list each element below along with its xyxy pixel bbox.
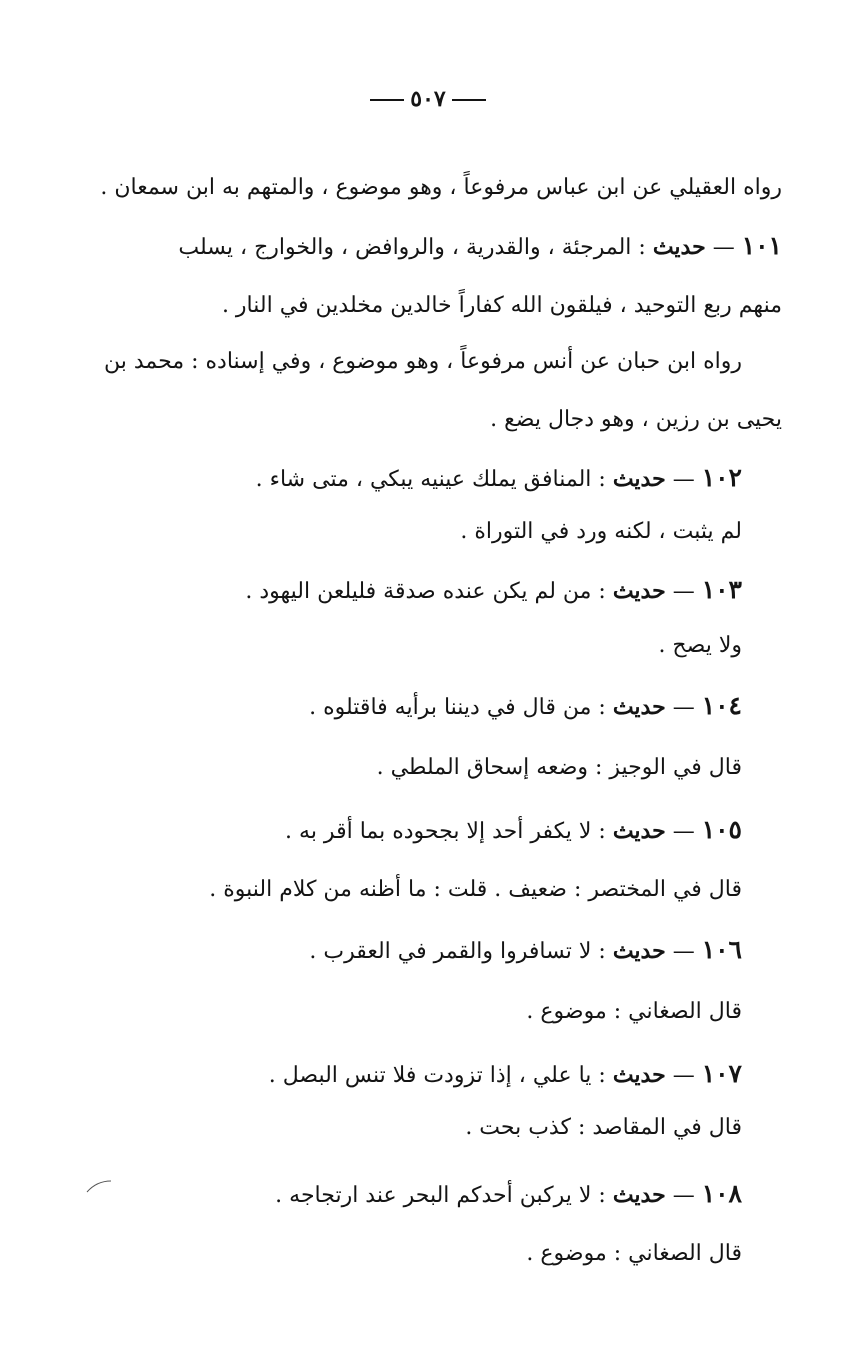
entry-commentary: ولا يصح . bbox=[658, 633, 742, 658]
page-number-dash bbox=[370, 99, 404, 101]
entry-keyword: حديث bbox=[612, 1062, 666, 1088]
entry-number: ١٠٤ bbox=[701, 691, 742, 720]
entry-number: ١٠١ bbox=[741, 231, 782, 260]
entry-text: لا تسافروا والقمر في العقرب . bbox=[309, 939, 592, 964]
entry-keyword: حديث bbox=[612, 578, 666, 604]
entry-text: يا علي ، إذا تزودت فلا تنس البصل . bbox=[268, 1063, 592, 1088]
page-number-dash bbox=[452, 99, 486, 101]
entry-heading: ١٠٥ — حديث : لا يكفر أحد إلا بجحوده بما أقر به . bbox=[285, 815, 742, 844]
entry-keyword: حديث bbox=[612, 938, 666, 964]
entry-number: ١٠٥ bbox=[701, 815, 742, 844]
entry-heading: ١٠٨ — حديث : لا يركبن أحدكم البحر عند ارتجاجه . bbox=[275, 1179, 742, 1208]
page-number bbox=[0, 86, 856, 112]
entry-heading: ١٠٦ — حديث : لا تسافروا والقمر في العقرب . bbox=[309, 935, 742, 964]
entry-number: ١٠٦ bbox=[701, 935, 742, 964]
entry-number: ١٠٨ bbox=[701, 1179, 742, 1208]
entry-commentary: قال في الوجيز : وضعه إسحاق الملطي . bbox=[376, 755, 742, 780]
entry-number: ١٠٣ bbox=[701, 575, 742, 604]
entry-number: ١٠٧ bbox=[701, 1059, 742, 1088]
entry-heading: ١٠٧ — حديث : يا علي ، إذا تزودت فلا تنس البصل . bbox=[268, 1059, 742, 1088]
entry-keyword: حديث bbox=[612, 1182, 666, 1208]
text-line: رواه العقيلي عن ابن عباس مرفوعاً ، وهو موضوع ، والمتهم به ابن سمعان . bbox=[100, 175, 782, 200]
entry-text: لا يركبن أحدكم البحر عند ارتجاجه . bbox=[275, 1183, 592, 1208]
entry-text: من لم يكن عنده صدقة فليلعن اليهود . bbox=[245, 579, 592, 604]
entry-keyword: حديث bbox=[612, 694, 666, 720]
entry-keyword: حديث bbox=[612, 466, 666, 492]
entry-text: من قال في ديننا برأيه فاقتلوه . bbox=[309, 695, 592, 720]
entry-commentary: قال الصغاني : موضوع . bbox=[526, 999, 742, 1024]
entry-commentary: رواه ابن حبان عن أنس مرفوعاً ، وهو موضوع ، وفي إسناده : محمد بن bbox=[104, 349, 742, 374]
entry-text: لا يكفر أحد إلا بجحوده بما أقر به . bbox=[285, 819, 592, 844]
entry-heading: ١٠١ — حديث : المرجئة ، والقدرية ، والروافض ، والخوارج ، يسلب bbox=[178, 231, 782, 260]
entry-commentary: قال الصغاني : موضوع . bbox=[526, 1241, 742, 1266]
entry-heading: ١٠٣ — حديث : من لم يكن عنده صدقة فليلعن اليهود . bbox=[245, 575, 742, 604]
entry-heading: ١٠٤ — حديث : من قال في ديننا برأيه فاقتلوه . bbox=[309, 691, 742, 720]
entry-heading: ١٠٢ — حديث : المنافق يملك عينيه يبكي ، متى شاء . bbox=[255, 463, 742, 492]
stray-pen-mark bbox=[86, 1180, 112, 1194]
entry-keyword: حديث bbox=[652, 234, 706, 260]
entry-commentary: قال في المقاصد : كذب بحت . bbox=[465, 1115, 742, 1140]
entry-text: المرجئة ، والقدرية ، والروافض ، والخوارج ، يسلب bbox=[178, 235, 632, 260]
entry-keyword: حديث bbox=[612, 818, 666, 844]
entry-text: المنافق يملك عينيه يبكي ، متى شاء . bbox=[255, 467, 592, 492]
page-number-value: ٥٠٧ bbox=[410, 86, 446, 112]
entry-commentary: يحيى بن رزين ، وهو دجال يضع . bbox=[490, 407, 782, 432]
entry-commentary: لم يثبت ، لكنه ورد في التوراة . bbox=[460, 519, 742, 544]
entry-number: ١٠٢ bbox=[701, 463, 742, 492]
entry-commentary: قال في المختصر : ضعيف . قلت : ما أظنه من كلام النبوة . bbox=[209, 877, 742, 902]
entry-continuation: منهم ربع التوحيد ، فيلقون الله كفاراً خالدين مخلدين في النار . bbox=[221, 293, 782, 318]
